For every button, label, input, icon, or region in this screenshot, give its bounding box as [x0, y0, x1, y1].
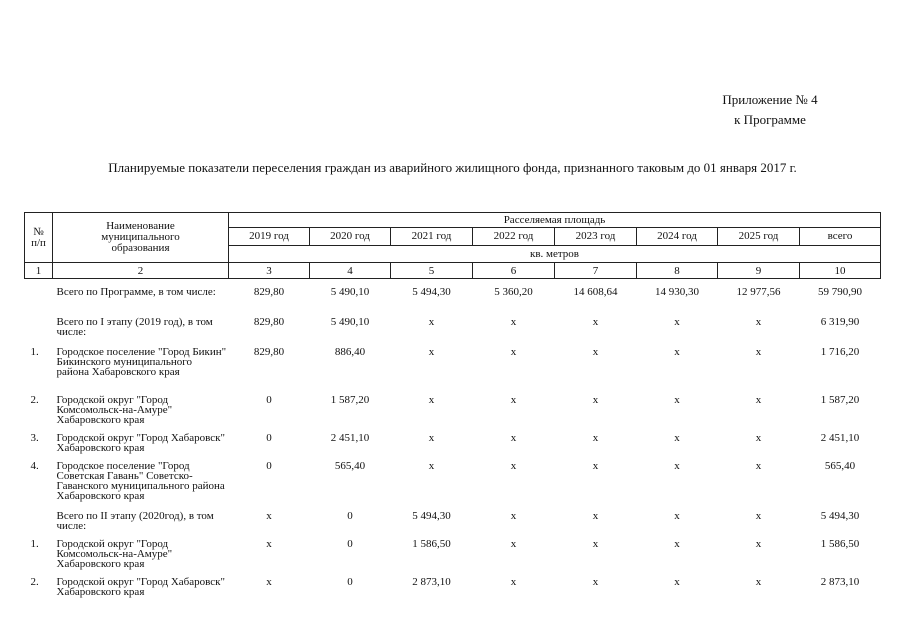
table-row: [25, 511, 881, 539]
municipality-name: Городское поселение "Город Советская Гавань" Советско-Гаванского муниципального района Хабаровского края: [56, 460, 225, 502]
column-number-cell: 1: [25, 263, 53, 279]
year-header: 2021 год: [391, 228, 473, 246]
col-name-header: Наименование муниципального образования: [53, 213, 229, 263]
area-value-cell: 59 790,90: [818, 286, 862, 298]
municipality-name: Городской округ "Город Хабаровск" Хабаровского края: [56, 432, 226, 454]
table-row: [25, 395, 881, 433]
area-value-cell: 1 716,20: [820, 346, 860, 358]
area-value-cell: 829,80: [253, 316, 285, 328]
area-value-cell: 5 494,30: [412, 286, 451, 298]
year-header: 2024 год: [637, 228, 718, 246]
table-row: [25, 287, 881, 317]
area-value-cell: 5 494,30: [820, 510, 860, 522]
municipality-name: Всего по I этапу (2019 год), в том числе:: [56, 316, 213, 338]
area-value-cell: х: [592, 460, 599, 472]
area-value-cell: 2 451,10: [330, 432, 370, 444]
units-header: кв. метров: [229, 246, 881, 263]
area-value-cell: 12 977,56: [736, 286, 781, 298]
area-value-cell: х: [266, 576, 272, 588]
area-value-cell: 2 451,10: [820, 432, 860, 444]
area-value-cell: х: [674, 576, 680, 588]
municipality-name: Городской округ "Город Комсомольск-на-Амуре" Хабаровского края: [56, 538, 173, 570]
municipality-name: Городское поселение "Город Бикин" Бикинского муниципального района Хабаровского края: [56, 346, 227, 378]
area-value-cell: 565,40: [334, 460, 366, 472]
area-value-cell: х: [674, 460, 680, 472]
area-value-cell: 0: [266, 394, 272, 406]
area-value-cell: х: [510, 394, 517, 406]
column-number-cell: 10: [800, 263, 881, 279]
area-value-cell: 1 587,20: [820, 394, 860, 406]
table-row: [25, 539, 881, 577]
area-value-cell: 6 319,90: [820, 316, 860, 328]
column-number-cell: 8: [637, 263, 718, 279]
area-value-cell: х: [428, 316, 435, 328]
table-row: [25, 347, 881, 395]
col-num-header: № п/п: [25, 213, 53, 263]
area-value-cell: х: [755, 460, 762, 472]
area-value-cell: х: [674, 394, 680, 406]
year-header: 2019 год: [229, 228, 310, 246]
column-number-cell: 9: [718, 263, 800, 279]
area-value-cell: х: [755, 432, 762, 444]
area-value-cell: х: [592, 432, 599, 444]
table-row: [25, 317, 881, 347]
area-value-cell: х: [592, 510, 599, 522]
area-value-cell: 565,40: [824, 460, 856, 472]
column-number-cell: 4: [310, 263, 391, 279]
area-value-cell: х: [755, 576, 762, 588]
area-value-cell: х: [510, 538, 517, 550]
area-value-cell: х: [510, 460, 517, 472]
row-number: [25, 317, 53, 347]
table-row: [25, 577, 881, 605]
area-value-cell: 0: [347, 538, 353, 550]
appendix-label: [690, 90, 850, 130]
area-value-cell: 829,80: [253, 286, 285, 298]
column-number-cell: 6: [473, 263, 555, 279]
area-value-cell: х: [428, 460, 435, 472]
area-value-cell: х: [510, 510, 517, 522]
municipality-name: Городской округ "Город Хабаровск" Хабаровского края: [56, 576, 226, 598]
area-value-cell: х: [592, 346, 599, 358]
column-number-cell: 5: [391, 263, 473, 279]
area-value-cell: 1 586,50: [820, 538, 860, 550]
appendix-line-1: Приложение № 4: [722, 92, 818, 107]
area-value-cell: х: [755, 510, 762, 522]
area-value-cell: 2 873,10: [412, 576, 451, 588]
area-value-cell: х: [428, 432, 435, 444]
area-value-cell: 0: [347, 510, 353, 522]
area-value-cell: х: [674, 316, 680, 328]
document-title: Планируемые показатели переселения граждан из аварийного жилищного фонда, признанного таковым до 01 января 2017 г.: [108, 160, 797, 175]
municipality-name: Городской округ "Город Комсомольск-на-Амуре" Хабаровского края: [56, 394, 173, 426]
table-row: [25, 433, 881, 461]
resettlement-table: [24, 212, 881, 605]
column-number-cell: 7: [555, 263, 637, 279]
area-value-cell: х: [755, 346, 762, 358]
area-value-cell: 0: [266, 460, 272, 472]
area-value-cell: х: [592, 394, 599, 406]
municipality-name: Всего по Программе, в том числе:: [56, 286, 216, 298]
year-header: 2022 год: [473, 228, 555, 246]
column-number-row: [25, 263, 881, 279]
area-value-cell: х: [592, 316, 599, 328]
area-value-cell: 5 490,10: [330, 316, 370, 328]
area-value-cell: 0: [266, 432, 272, 444]
area-value-cell: 1 587,20: [330, 394, 370, 406]
area-value-cell: 829,80: [253, 346, 285, 358]
area-value-cell: х: [755, 316, 762, 328]
year-header: всего: [800, 228, 881, 246]
area-value-cell: х: [674, 510, 680, 522]
area-value-cell: 14 608,64: [573, 286, 618, 298]
area-value-cell: х: [674, 538, 680, 550]
row-number: 2.: [30, 394, 39, 406]
year-header: 2023 год: [555, 228, 637, 246]
area-value-cell: 0: [347, 576, 353, 588]
area-value-cell: х: [266, 538, 272, 550]
area-value-cell: х: [510, 316, 517, 328]
row-number: 1.: [30, 538, 39, 550]
row-number: [25, 511, 53, 539]
area-value-cell: х: [592, 576, 599, 588]
year-header: 2020 год: [310, 228, 391, 246]
row-number: 2.: [30, 576, 39, 588]
table-row: [25, 461, 881, 511]
appendix-line-2: к Программе: [734, 112, 806, 127]
area-value-cell: х: [266, 510, 272, 522]
area-value-cell: 5 360,20: [494, 286, 533, 298]
area-value-cell: х: [510, 432, 517, 444]
area-value-cell: х: [592, 538, 599, 550]
area-value-cell: 2 873,10: [820, 576, 860, 588]
area-value-cell: х: [755, 394, 762, 406]
municipality-name: Всего по II этапу (2020год), в том числе:: [56, 510, 214, 532]
area-group-header: Расселяемая площадь: [229, 213, 881, 228]
area-value-cell: 5 490,10: [330, 286, 370, 298]
area-value-cell: х: [428, 346, 435, 358]
area-value-cell: 886,40: [334, 346, 366, 358]
area-value-cell: х: [510, 576, 517, 588]
row-number: 3.: [30, 432, 39, 444]
area-value-cell: х: [428, 394, 435, 406]
column-number-cell: 3: [229, 263, 310, 279]
area-value-cell: х: [674, 346, 680, 358]
column-number-cell: 2: [53, 263, 229, 279]
area-value-cell: 1 586,50: [412, 538, 451, 550]
row-number: [25, 287, 53, 317]
row-number: 4.: [30, 460, 39, 472]
row-number: 1.: [30, 346, 39, 358]
year-header: 2025 год: [718, 228, 800, 246]
area-value-cell: х: [755, 538, 762, 550]
area-value-cell: х: [674, 432, 680, 444]
area-value-cell: 14 930,30: [655, 286, 699, 298]
area-value-cell: х: [510, 346, 517, 358]
area-value-cell: 5 494,30: [412, 510, 451, 522]
